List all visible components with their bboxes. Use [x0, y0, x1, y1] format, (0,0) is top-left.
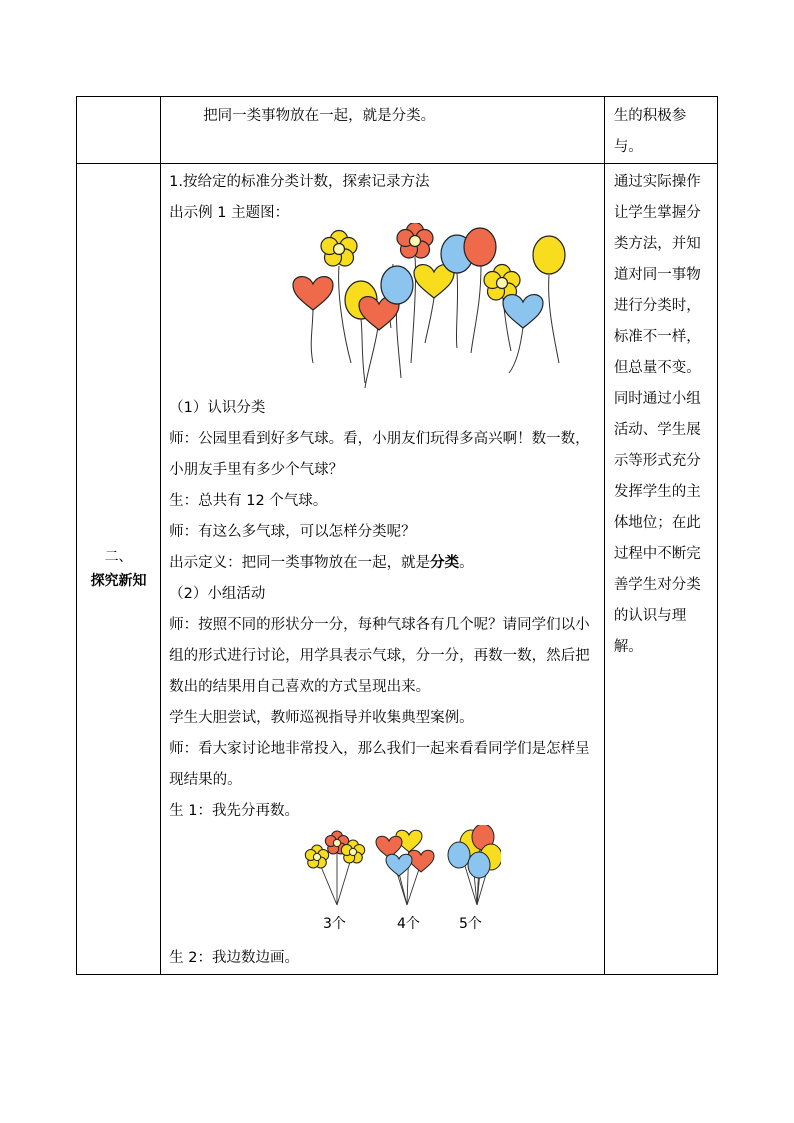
- definition-term: 分类: [430, 555, 460, 571]
- show-example-line: 出示例 1 主题图：: [169, 205, 290, 221]
- stage-cell: [77, 164, 161, 975]
- round-balloon-group: [448, 825, 501, 878]
- definition-prefix: 出示定义：把同一类事物放在一起，就是: [169, 555, 431, 571]
- stage-name: 探究新知: [90, 573, 147, 589]
- blue-round-balloon: [381, 266, 413, 304]
- subsection-title: （1）认识分类: [169, 400, 266, 416]
- red-flower-balloon: [397, 223, 433, 258]
- yellow-round-balloon: [533, 236, 565, 274]
- stage-cell-empty: [77, 97, 161, 164]
- count-label-hearts: 4个: [397, 916, 421, 932]
- blue-heart-balloon: [503, 295, 543, 328]
- flower-balloon-group: [305, 831, 364, 868]
- balloon-theme-illustration: [291, 223, 571, 393]
- lesson-table: [76, 96, 718, 975]
- student-line: 生 2：我边数边画。: [169, 950, 299, 966]
- classification-definition: 把同一类事物放在一起，就是分类。: [203, 108, 436, 124]
- note-cell: [604, 97, 717, 164]
- table-row: [77, 164, 718, 975]
- yellow-flower-balloon: [321, 231, 357, 267]
- table-row: [77, 97, 718, 164]
- count-label-rounds: 5个: [459, 916, 483, 932]
- teacher-line: 师：看大家讨论地非常投入，那么我们一起来看看同学们是怎样呈现结果的。: [169, 741, 590, 788]
- teacher-line: 师：有这么多气球，可以怎样分类呢？: [169, 524, 416, 540]
- note-cell: [604, 164, 717, 975]
- section-heading: 1.按给定的标准分类计数，探索记录方法: [169, 174, 430, 190]
- definition-suffix: 。: [459, 555, 474, 571]
- activity-line: 学生大胆尝试，教师巡视指导并收集典型案例。: [169, 710, 474, 726]
- definition-line: [169, 548, 600, 579]
- subsection-title: （2）小组活动: [169, 586, 266, 602]
- heart-balloon-group: [376, 830, 434, 876]
- student-line: 生 1：我先分再数。: [169, 803, 299, 819]
- red-heart-balloon-left: [293, 277, 333, 310]
- content-cell: [161, 164, 605, 975]
- red-round-balloon: [464, 228, 496, 266]
- count-label-flowers: 3个: [323, 916, 347, 932]
- student-line: 生：总共有 12 个气球。: [169, 493, 328, 509]
- stage-number: 二、: [104, 549, 133, 565]
- design-note: 生的积极参与。: [613, 108, 687, 155]
- teacher-line: 师：按照不同的形状分一分，每种气球各有几个呢？请同学们以小组的形式进行讨论，用学具表示气球，分一分，再数一数，然后把数出的结果用自己喜欢的方式呈现出来。: [169, 617, 590, 695]
- content-cell: [161, 97, 605, 164]
- design-note: 通过实际操作让学生掌握分类方法，并知道对同一事物进行分类时，标准不一样，但总量不变。同时通过小组活动、学生展示等形式充分发挥学生的主体地位；在此过程中不断完善学生对分类的认识与理解。: [613, 174, 701, 655]
- teacher-line: 师：公园里看到好多气球。看，小朋友们玩得多高兴啊！数一数，小朋友手里有多少个气球？: [169, 431, 590, 478]
- grouped-balloons-illustration: [301, 825, 501, 943]
